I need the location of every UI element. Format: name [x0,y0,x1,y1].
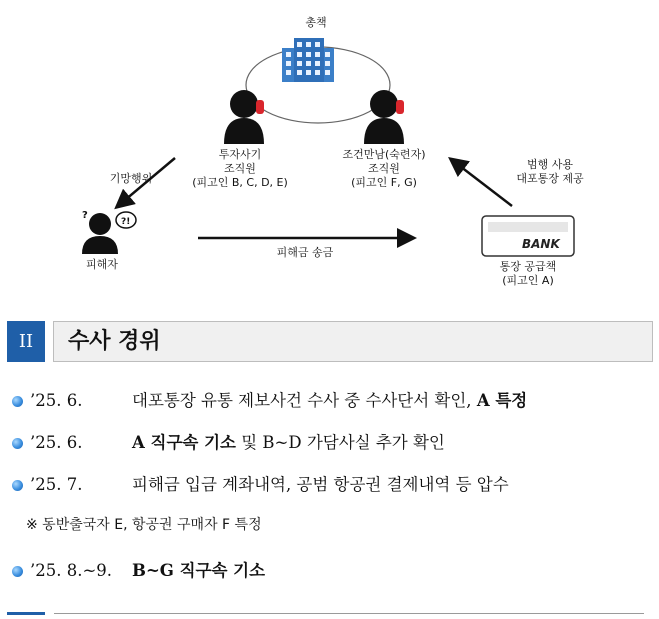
bank-card-text: BANK [522,237,560,251]
fraud-group-line-2: 조직원 [224,162,256,175]
timeline-text: 피해금 입금 계좌내역, 공범 항공권 결제내역 등 압수 [132,475,509,494]
bank-card-icon [482,216,574,256]
timeline-note: ※ 동반출국자 E, 항공권 구매자 F 특정 [26,517,262,533]
deception-label: 기망행위 [109,172,153,185]
building-icon [282,38,334,82]
timeline-text-plain: 대포통장 유통 제보사건 수사 중 수사단서 확인, [132,391,477,410]
timeline-text-bold: A 특정 [476,391,528,410]
fraud-caller-icon [224,90,264,144]
timeline-item [10,559,650,583]
timeline-item [10,431,650,455]
crime-use-line-1: 범행 사용 [526,158,573,171]
timeline-item [10,473,650,497]
timeline-text [132,431,445,455]
victim-icon [82,210,136,254]
meeting-group-line-1: 조건만남(숙련자) [342,148,426,161]
bullet-icon [12,480,23,491]
timeline-item [10,389,650,413]
timeline-date: ’25. 8.~9. [30,561,113,580]
section-title: 수사 경위 [68,329,161,354]
supplier-line-1: 통장 공급책 [499,260,557,273]
supplier-label [486,260,570,288]
fraud-group-line-1: 투자사기 [218,148,262,161]
bullet-icon [12,438,23,449]
supplier-line-2: (피고인 A) [502,274,554,287]
timeline-text-bold: B~G 직구속 기소 [132,561,266,580]
meeting-group-line-3: (피고인 F, G) [351,176,417,189]
timeline-text-bold: A 직구속 기소 [132,433,236,452]
transfer-label: 피해금 송금 [276,246,334,259]
timeline-text-after: 및 B~D 가담사실 추가 확인 [236,433,445,452]
fraud-group-line-3: (피고인 B, C, D, E) [192,176,288,189]
fraud-group-label [180,148,300,190]
section-header [7,321,651,362]
svg-text:?: ? [82,210,88,221]
section-title-box [53,321,653,362]
crime-use-line-2: 대포통장 제공 [516,172,584,185]
timeline-date: ’25. 6. [30,391,83,410]
meeting-group-line-2: 조직원 [368,162,400,175]
timeline-date: ’25. 6. [30,433,83,452]
bullet-icon [12,566,23,577]
meeting-caller-icon [364,90,404,144]
meeting-group-label [324,148,444,190]
svg-text:?!: ?! [121,217,131,227]
crime-use-label [500,158,600,186]
footer-accent [7,612,45,615]
bullet-icon [12,396,23,407]
footer-divider [54,613,644,614]
section-number: II [7,321,45,362]
hq-label: 총책 [305,16,327,29]
timeline-text [132,389,527,413]
victim-label: 피해자 [86,258,118,271]
timeline-date: ’25. 7. [30,475,83,494]
